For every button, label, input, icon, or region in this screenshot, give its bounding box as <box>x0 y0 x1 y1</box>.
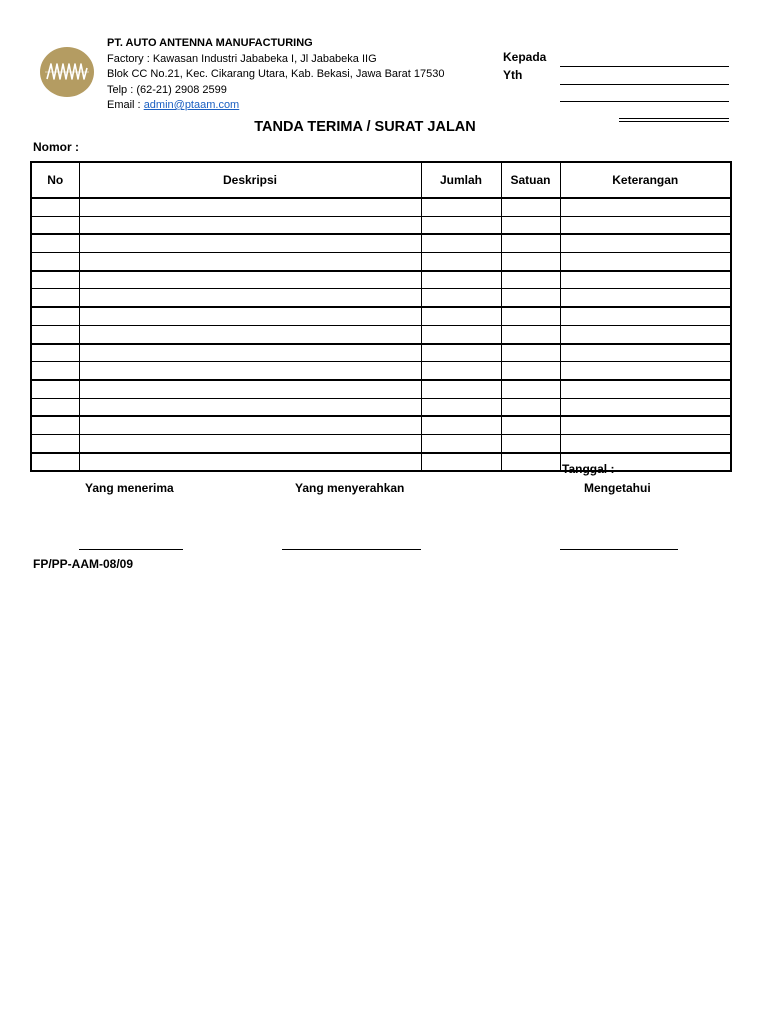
email-line <box>107 98 445 114</box>
table-cell[interactable] <box>421 234 501 252</box>
table-cell[interactable] <box>79 416 421 434</box>
column-header-jumlah: Jumlah <box>421 162 501 198</box>
table-cell[interactable] <box>31 234 79 252</box>
table-cell[interactable] <box>79 453 421 472</box>
column-header-keterangan: Keterangan <box>560 162 731 198</box>
table-cell[interactable] <box>560 234 731 252</box>
table-cell[interactable] <box>560 216 731 234</box>
table-cell[interactable] <box>79 289 421 307</box>
table-cell[interactable] <box>31 253 79 271</box>
table-cell[interactable] <box>31 362 79 380</box>
table-cell[interactable] <box>501 271 560 289</box>
table-cell[interactable] <box>79 216 421 234</box>
table-cell[interactable] <box>31 216 79 234</box>
table-cell[interactable] <box>31 453 79 472</box>
column-header-deskripsi: Deskripsi <box>79 162 421 198</box>
table-cell[interactable] <box>421 253 501 271</box>
column-header-satuan: Satuan <box>501 162 560 198</box>
table-row <box>31 325 731 343</box>
table-cell[interactable] <box>421 271 501 289</box>
table-cell[interactable] <box>421 434 501 452</box>
table-row <box>31 380 731 398</box>
table-cell[interactable] <box>421 307 501 325</box>
receiver-label: Yang menerima <box>85 481 174 495</box>
table-row <box>31 307 731 325</box>
table-cell[interactable] <box>560 380 731 398</box>
table-cell[interactable] <box>560 362 731 380</box>
table-cell[interactable] <box>421 289 501 307</box>
table-cell[interactable] <box>79 380 421 398</box>
table-cell[interactable] <box>501 416 560 434</box>
table-cell[interactable] <box>31 271 79 289</box>
table-row <box>31 434 731 452</box>
table-cell[interactable] <box>501 325 560 343</box>
table-cell[interactable] <box>501 307 560 325</box>
table-cell[interactable] <box>31 434 79 452</box>
table-cell[interactable] <box>560 398 731 416</box>
table-cell[interactable] <box>31 398 79 416</box>
table-cell[interactable] <box>79 344 421 362</box>
table-cell[interactable] <box>421 325 501 343</box>
receiver-signature-line <box>79 549 183 550</box>
table-cell[interactable] <box>79 434 421 452</box>
table-cell[interactable] <box>560 434 731 452</box>
yth-label: Yth <box>503 68 523 82</box>
table-cell[interactable] <box>560 307 731 325</box>
table-cell[interactable] <box>501 344 560 362</box>
table-cell[interactable] <box>560 253 731 271</box>
table-cell[interactable] <box>31 289 79 307</box>
table-cell[interactable] <box>501 453 560 472</box>
table-cell[interactable] <box>421 453 501 472</box>
table-cell[interactable] <box>421 416 501 434</box>
kepada-label: Kepada <box>503 50 547 64</box>
table-cell[interactable] <box>31 344 79 362</box>
table-cell[interactable] <box>560 198 731 216</box>
sender-signature-line <box>282 549 421 550</box>
table-cell[interactable] <box>501 289 560 307</box>
nomor-label: Nomor : <box>33 140 79 154</box>
table-row <box>31 216 731 234</box>
items-table <box>30 161 732 472</box>
table-cell[interactable] <box>421 216 501 234</box>
table-cell[interactable] <box>501 362 560 380</box>
table-cell[interactable] <box>501 434 560 452</box>
table-cell[interactable] <box>560 271 731 289</box>
table-cell[interactable] <box>79 307 421 325</box>
company-name: PT. AUTO ANTENNA MANUFACTURING <box>107 37 313 49</box>
email-link[interactable]: admin@ptaam.com <box>143 99 240 111</box>
approver-label: Mengetahui <box>584 481 651 495</box>
approver-signature-line <box>560 549 678 550</box>
factory-address: Factory : Kawasan Industri Jababeka I, Jl Jababeka IIG <box>107 52 377 65</box>
tanggal-label: Tanggal : <box>562 462 615 476</box>
table-cell[interactable] <box>421 362 501 380</box>
table-row <box>31 198 731 216</box>
table-row <box>31 416 731 434</box>
table-row <box>31 234 731 252</box>
table-cell[interactable] <box>560 325 731 343</box>
table-cell[interactable] <box>79 234 421 252</box>
table-cell[interactable] <box>421 398 501 416</box>
street-address: Blok CC No.21, Kec. Cikarang Utara, Kab. Bekasi, Jawa Barat 17530 <box>107 68 445 80</box>
table-row <box>31 398 731 416</box>
table-cell[interactable] <box>31 380 79 398</box>
table-cell[interactable] <box>501 216 560 234</box>
table-header-row <box>31 162 731 198</box>
table-cell[interactable] <box>31 416 79 434</box>
recipient-line-2 <box>560 84 729 85</box>
column-header-no: No <box>31 162 79 198</box>
table-cell[interactable] <box>31 198 79 216</box>
table-cell[interactable] <box>501 380 560 398</box>
table-body <box>31 198 731 471</box>
document-title: TANDA TERIMA / SURAT JALAN <box>254 119 476 135</box>
form-code: FP/PP-AAM-08/09 <box>33 557 134 571</box>
table-cell[interactable] <box>560 344 731 362</box>
table-cell[interactable] <box>560 289 731 307</box>
company-info <box>107 36 445 114</box>
phone-number: Telp : (62-21) 2908 2599 <box>107 83 227 96</box>
table-row <box>31 362 731 380</box>
table-cell[interactable] <box>79 398 421 416</box>
table-row <box>31 253 731 271</box>
recipient-line-3 <box>560 101 729 102</box>
table-cell[interactable] <box>31 325 79 343</box>
table-cell[interactable] <box>79 253 421 271</box>
table-cell[interactable] <box>79 362 421 380</box>
table-cell[interactable] <box>421 344 501 362</box>
table-cell[interactable] <box>560 416 731 434</box>
table-cell[interactable] <box>501 234 560 252</box>
table-cell[interactable] <box>501 253 560 271</box>
table-cell[interactable] <box>79 271 421 289</box>
table-cell[interactable] <box>31 307 79 325</box>
aam-logo-icon <box>39 46 95 98</box>
table-cell[interactable] <box>501 198 560 216</box>
table-cell[interactable] <box>421 198 501 216</box>
table-row <box>31 453 731 472</box>
sender-label: Yang menyerahkan <box>295 481 405 495</box>
table-row <box>31 344 731 362</box>
table-cell[interactable] <box>501 398 560 416</box>
table-row <box>31 289 731 307</box>
table-cell[interactable] <box>79 325 421 343</box>
table-cell[interactable] <box>79 198 421 216</box>
table-cell[interactable] <box>421 380 501 398</box>
recipient-line-1 <box>560 66 729 67</box>
table-row <box>31 271 731 289</box>
email-label: Email : <box>107 99 144 111</box>
